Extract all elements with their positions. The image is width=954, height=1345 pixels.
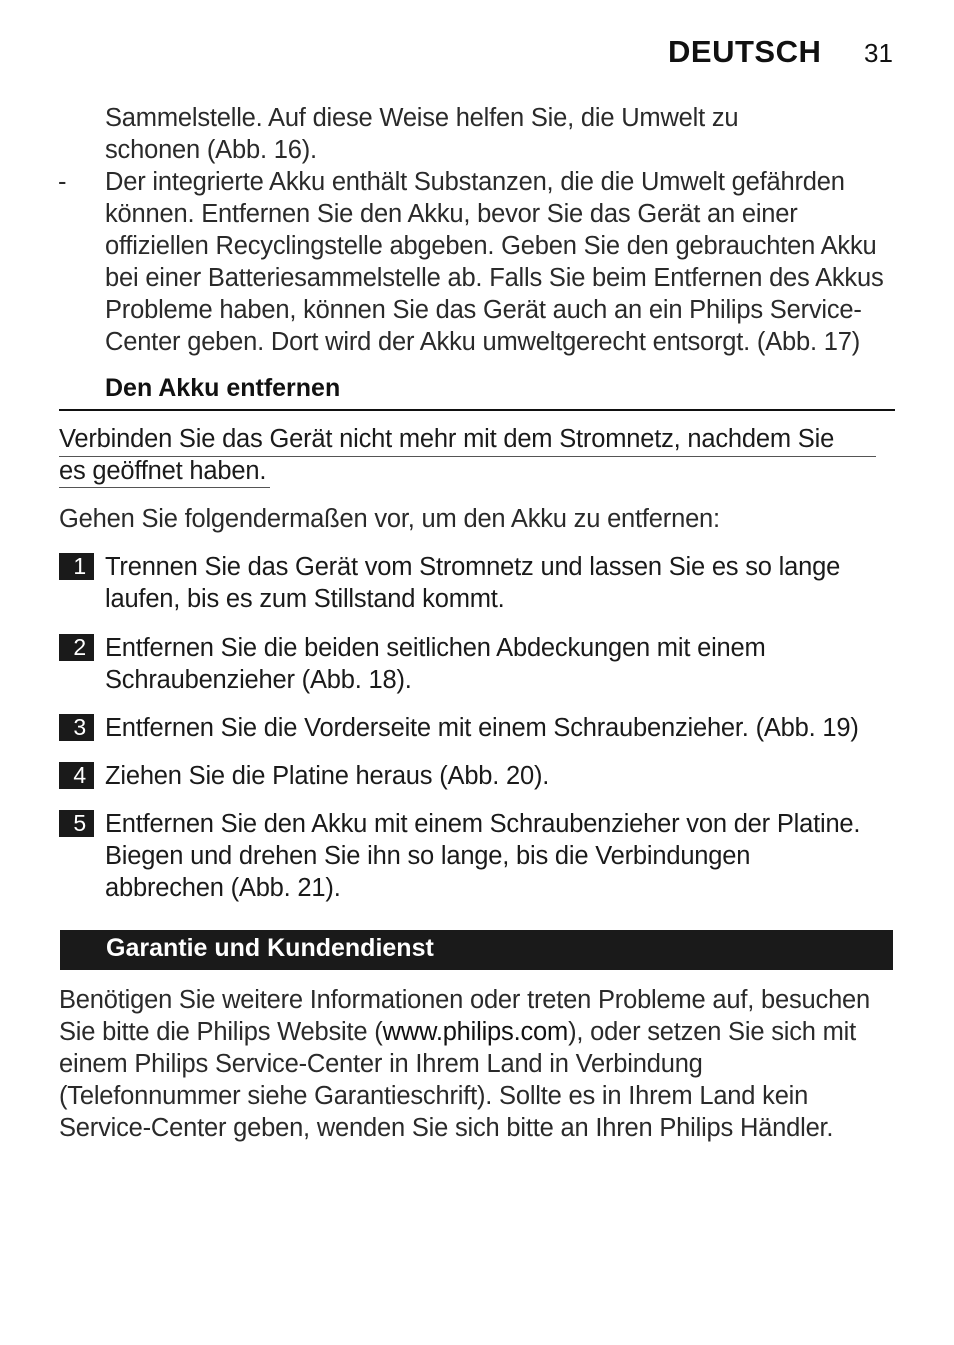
step-number-badge: 5	[59, 810, 94, 837]
text-line	[59, 1016, 899, 1048]
step-number-badge: 2	[59, 634, 94, 661]
section-heading-bar	[60, 930, 893, 970]
text-line: abbrechen (Abb. 21).	[105, 874, 341, 902]
text-line: Service-Center geben, wenden Sie sich bitte an Ihren Philips Händler.	[59, 1114, 834, 1142]
text-line: einem Philips Service-Center in Ihrem Land in Verbindung	[59, 1050, 703, 1078]
text-line: Trennen Sie das Gerät vom Stromnetz und lassen Sie es so lange	[105, 553, 841, 581]
text-line: Ziehen Sie die Platine heraus (Abb. 20).	[105, 762, 550, 790]
text-line: Sammelstelle. Auf diese Weise helfen Sie, die Umwelt zu	[105, 104, 739, 132]
heading-divider	[59, 409, 895, 411]
section-heading-garantie: Garantie und Kundendienst	[106, 934, 434, 962]
step-text	[105, 808, 905, 904]
website-link[interactable]: www.philips.com	[382, 1018, 569, 1046]
warning-text	[59, 423, 889, 487]
text-line: bei einer Batteriesammelstelle ab. Falls Sie beim Entfernen des Akkus	[105, 264, 884, 292]
text-line: laufen, bis es zum Stillstand kommt.	[105, 585, 505, 613]
text-line: offiziellen Recyclingstelle abgeben. Geben Sie den gebrauchten Akku	[105, 232, 877, 260]
text-line: Entfernen Sie den Akku mit einem Schraubenzieher von der Platine.	[105, 810, 861, 838]
warning-underline	[59, 487, 270, 488]
text-line: Biegen und drehen Sie ihn so lange, bis die Verbindungen	[105, 842, 751, 870]
text-line: Benötigen Sie weitere Informationen oder treten Probleme auf, besuchen	[59, 986, 871, 1014]
step-number-badge: 3	[59, 714, 94, 741]
step-number-badge: 1	[59, 553, 94, 580]
text-line: Der integrierte Akku enthält Substanzen, die die Umwelt gefährden	[105, 168, 845, 196]
step-text	[105, 551, 905, 615]
text-fragment: Sie bitte die Philips Website (	[59, 1018, 383, 1046]
text-line: Verbinden Sie das Gerät nicht mehr mit dem Stromnetz, nachdem Sie	[59, 425, 835, 453]
text-line: schonen (Abb. 16).	[105, 136, 317, 164]
page-number: 31	[864, 38, 893, 68]
step-text	[105, 632, 905, 696]
section-language-title: DEUTSCH	[668, 34, 822, 69]
garantie-paragraph	[59, 984, 899, 1144]
text-line: Probleme haben, können Sie das Gerät auch an ein Philips Service-	[105, 296, 862, 324]
text-line: (Telefonnummer siehe Garantieschrift). Sollte es in Ihrem Land kein	[59, 1082, 809, 1110]
text-line: Entfernen Sie die Vorderseite mit einem Schraubenzieher. (Abb. 19)	[105, 714, 859, 742]
step-text	[105, 712, 905, 744]
intro-text: Gehen Sie folgendermaßen vor, um den Akku zu entfernen:	[59, 505, 720, 533]
text-line: Schraubenzieher (Abb. 18).	[105, 666, 412, 694]
section-heading-akku: Den Akku entfernen	[105, 374, 341, 402]
text-fragment: ), oder setzen Sie sich mit	[568, 1018, 857, 1046]
step-number-badge: 4	[59, 762, 94, 789]
text-line: es geöffnet haben.	[59, 457, 267, 485]
bullet-marker: -	[58, 168, 67, 196]
text-line: Center geben. Dort wird der Akku umweltgerecht entsorgt. (Abb. 17)	[105, 328, 861, 356]
text-line: Entfernen Sie die beiden seitlichen Abdeckungen mit einem	[105, 634, 766, 662]
warning-underline	[59, 456, 876, 457]
bullet-paragraph	[105, 166, 897, 358]
text-line: können. Entfernen Sie den Akku, bevor Sie das Gerät an einer	[105, 200, 798, 228]
step-text	[105, 760, 905, 792]
continuation-paragraph	[105, 102, 895, 166]
